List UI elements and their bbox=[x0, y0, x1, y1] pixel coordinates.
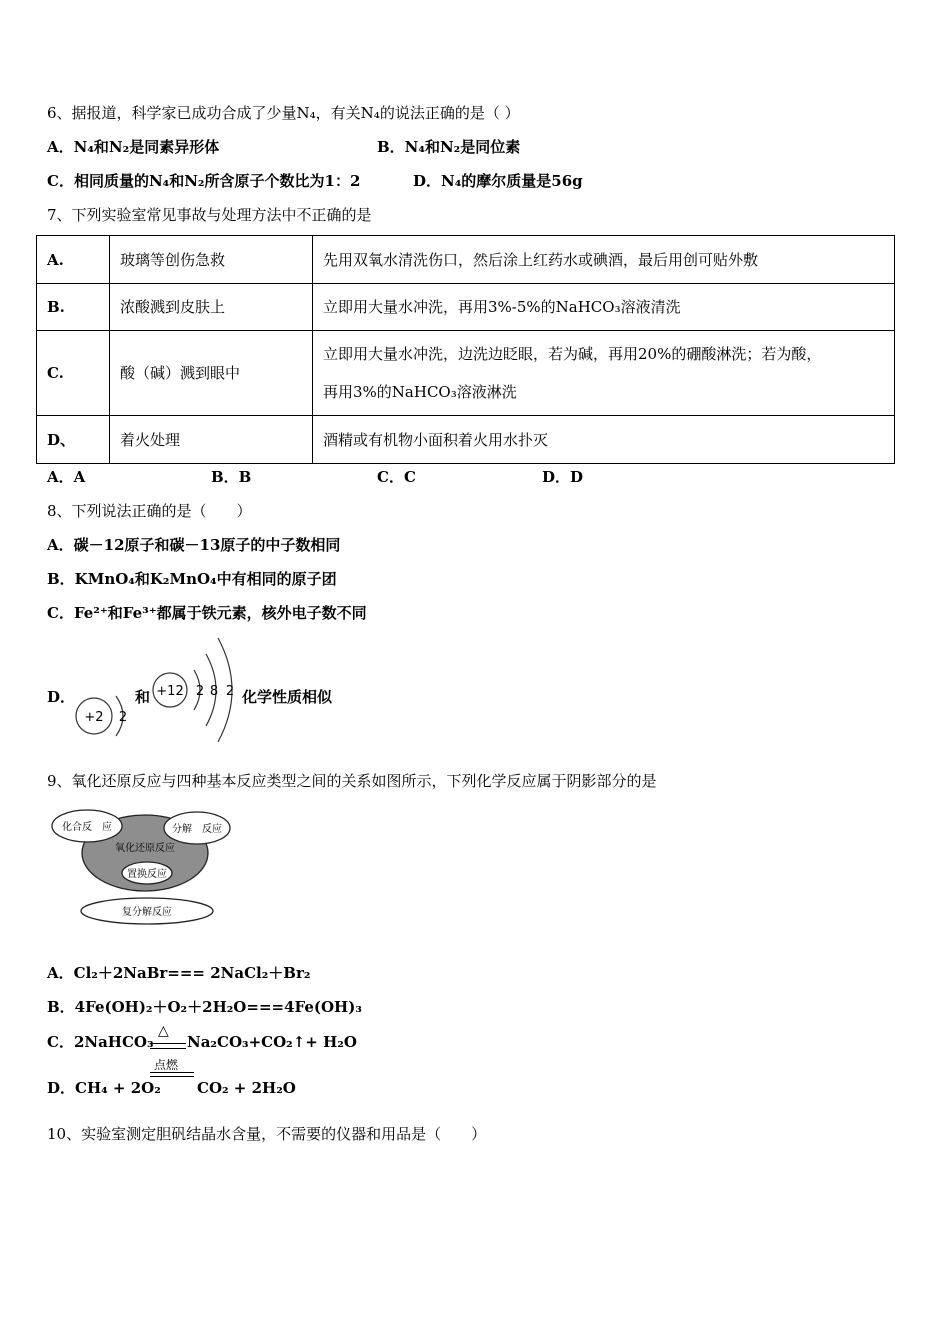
q8-option-b: B．KMnO₄和K₂MnO₄中有相同的原子团 bbox=[47, 570, 337, 588]
double-decomposition-label: 复分解反应 bbox=[122, 907, 172, 918]
magnesium-atom-structure-diagram bbox=[150, 632, 242, 748]
redox-label: 氧化还原反应 bbox=[115, 843, 175, 854]
q6-option-b: B．N₄和N₂是同位素 bbox=[377, 138, 521, 156]
q6-option-c: C．相同质量的N₄和N₂所含原子个数比为1：2 bbox=[47, 172, 361, 190]
reaction-equals-line bbox=[150, 1043, 186, 1049]
row-method-line1: 立即用大量水冲洗，边洗边眨眼，若为碱，再用20%的硼酸淋洗；若为酸， bbox=[323, 345, 822, 363]
reaction-arrow-line bbox=[150, 1072, 194, 1077]
atom2-shell-1: 2 bbox=[195, 684, 205, 699]
row-method: 立即用大量水冲洗，再用3%-5%的NaHCO₃溶液清洗 bbox=[313, 284, 895, 331]
row-method: 先用双氧水清洗伤口，然后涂上红药水或碘酒，最后用创可贴外敷 bbox=[313, 236, 895, 284]
row-method: 酒精或有机物小面积着火用水扑灭 bbox=[313, 416, 895, 464]
table-row bbox=[37, 236, 895, 284]
q6-option-a: A．N₄和N₂是同素异形体 bbox=[47, 138, 220, 156]
atom1-shell-1: 2 bbox=[118, 710, 128, 725]
q9-option-b: B．4Fe(OH)₂＋O₂＋2H₂O===4Fe(OH)₃ bbox=[47, 998, 362, 1016]
row-method bbox=[313, 331, 895, 416]
q9-option-a: A．Cl₂＋2NaBr=== 2NaCl₂＋Br₂ bbox=[47, 964, 311, 982]
q7-option-b: B．B bbox=[211, 468, 252, 486]
q6-stem: 6、据报道，科学家已成功合成了少量N₄，有关N₄的说法正确的是（ ） bbox=[47, 104, 520, 122]
atom2-shell-3: 2 bbox=[225, 684, 235, 699]
combination-label: 化合反 应 bbox=[62, 822, 112, 833]
ignite-condition: 点燃 bbox=[154, 1058, 179, 1072]
table-row bbox=[37, 284, 895, 331]
q9-stem: 9、氧化还原反应与四种基本反应类型之间的关系如图所示，下列化学反应属于阴影部分的是 bbox=[47, 772, 657, 790]
row-event: 着火处理 bbox=[110, 416, 313, 464]
q8-option-c: C．Fe²⁺和Fe³⁺都属于铁元素，核外电子数不同 bbox=[47, 604, 367, 622]
q7-option-a: A．A bbox=[47, 468, 86, 486]
q9-option-d-right: CO₂ + 2H₂O bbox=[197, 1079, 296, 1097]
atom2-nucleus: +12 bbox=[156, 684, 184, 699]
displacement-label: 置换反应 bbox=[127, 869, 167, 880]
q10-stem: 10、实验室测定胆矾结晶水含量，不需要的仪器和用品是（ ） bbox=[47, 1125, 487, 1143]
table-row bbox=[37, 331, 895, 416]
row-method-line2: 再用3%的NaHCO₃溶液淋洗 bbox=[323, 383, 517, 401]
q8-option-d-suffix: 化学性质相似 bbox=[242, 688, 333, 706]
q7-accident-table bbox=[36, 235, 895, 464]
q7-option-c: C．C bbox=[377, 468, 416, 486]
q8-option-d-prefix: D． bbox=[47, 688, 76, 706]
q6-option-d: D．N₄的摩尔质量是56g bbox=[413, 172, 583, 190]
row-event: 浓酸溅到皮肤上 bbox=[110, 284, 313, 331]
table-row bbox=[37, 416, 895, 464]
row-label: C. bbox=[37, 331, 110, 416]
q8-stem: 8、下列说法正确的是（ ） bbox=[47, 502, 252, 520]
row-event: 玻璃等创伤急救 bbox=[110, 236, 313, 284]
q9-option-c-left: C．2NaHCO₃ bbox=[47, 1033, 154, 1051]
row-label: D、 bbox=[37, 416, 110, 464]
q7-stem: 7、下列实验室常见事故与处理方法中不正确的是 bbox=[47, 206, 372, 224]
atom2-shell-2: 8 bbox=[209, 684, 219, 699]
atom1-nucleus: +2 bbox=[84, 710, 104, 725]
q9-option-c-right: Na₂CO₃+CO₂↑+ H₂O bbox=[187, 1033, 357, 1051]
heat-triangle-symbol: △ bbox=[158, 1023, 169, 1039]
row-label: B. bbox=[37, 284, 110, 331]
row-label: A. bbox=[37, 236, 110, 284]
row-event: 酸（碱）溅到眼中 bbox=[110, 331, 313, 416]
q8-option-a: A．碳－12原子和碳－13原子的中子数相同 bbox=[47, 536, 341, 554]
q7-option-d: D．D bbox=[542, 468, 584, 486]
q8-option-d-and: 和 bbox=[135, 688, 151, 706]
decomposition-label: 分解 反应 bbox=[172, 824, 222, 835]
reaction-type-relationship-diagram bbox=[50, 800, 235, 932]
q9-option-d-left: D．CH₄ + 2O₂ bbox=[47, 1079, 161, 1097]
